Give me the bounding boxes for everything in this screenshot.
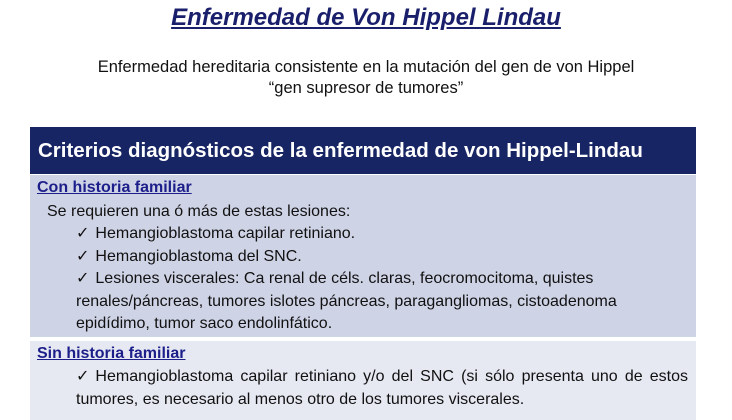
criteria-list-no-family [76, 366, 688, 411]
section-family-history [30, 174, 696, 337]
criteria-list-family [76, 223, 688, 336]
criteria-table [30, 127, 696, 420]
check-icon: ✓ [76, 368, 90, 385]
criteria-item-text: Hemangioblastoma capilar retiniano. [95, 225, 356, 242]
criteria-item-text: Hemangioblastoma capilar retiniano y/o del SNC (si sólo presenta uno de estos tumores, es necesario al menos otro de los tumores viscerales. [76, 368, 688, 408]
section-heading-family-history: Con historia familiar [37, 179, 192, 196]
check-icon: ✓ [76, 270, 90, 287]
intro-line-2: “gen supresor de tumores” [268, 79, 464, 97]
section-heading-no-family-history: Sin historia familiar [37, 345, 186, 362]
section-no-family-history [30, 339, 696, 420]
criteria-item-text: Lesiones viscerales: Ca renal de céls. claras, feocromocitoma, quistes renales/páncreas, tumores islotes páncreas, paragangliomas, cistoadenoma epidídimo, tumor saco endolinfático. [76, 270, 617, 332]
check-icon: ✓ [76, 225, 90, 242]
criteria-item-text: Hemangioblastoma del SNC. [95, 247, 302, 265]
table-header: Criterios diagnósticos de la enfermedad de von Hippel-Lindau [30, 127, 696, 174]
intro-line-1: Enfermedad hereditaria consistente en la mutación del gen de von Hippel [97, 58, 635, 76]
criteria-item [76, 223, 688, 246]
section-intro-text: Se requieren una ó más de estas lesiones: [47, 203, 351, 220]
criteria-item [76, 246, 688, 269]
intro-text [0, 57, 732, 99]
slide-title: Enfermedad de Von Hippel Lindau [171, 4, 561, 31]
criteria-item [76, 268, 688, 336]
check-icon: ✓ [76, 247, 90, 265]
criteria-item [76, 366, 688, 411]
